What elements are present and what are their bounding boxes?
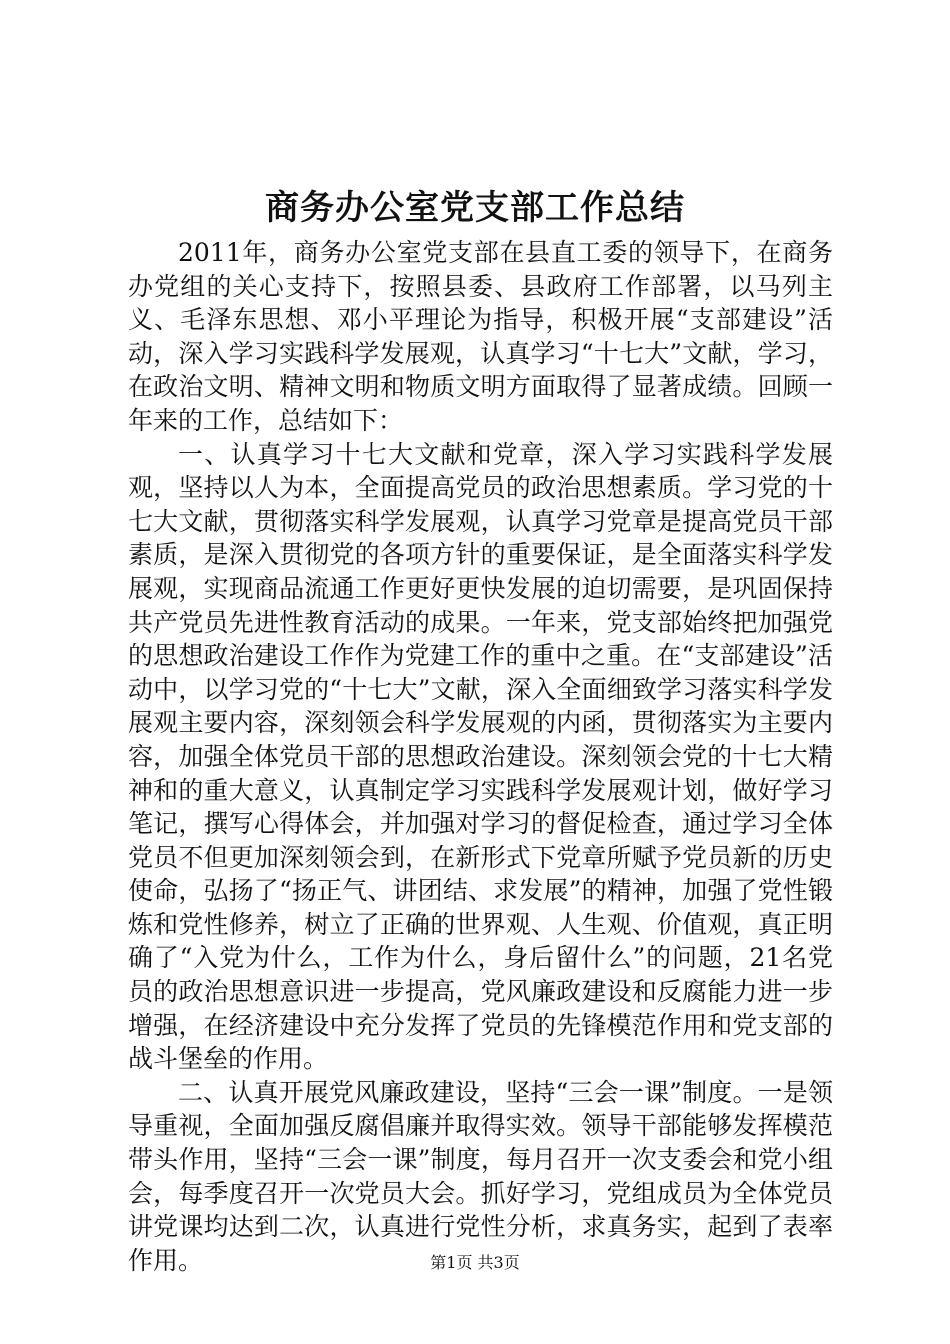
paragraph-section-two: 二、认真开展党风廉政建设，坚持“三会一课”制度。一是领导重视，全面加强反腐倡廉并取得实效。领导干部能够发挥模范带头作用，坚持“三会一课”制度，每月召开一次支委会和党小组会，每季度召开一次党员大会。抓好学习，党组成员为全体党员讲党课均达到二次，认真进行党性分析，求真务实，起到了表率作用。 — [128, 1077, 833, 1275]
paragraph-section-one: 一、认真学习十七大文献和党章，深入学习实践科学发展观，坚持以人为本，全面提高党员的政治思想素质。学习党的十七大文献，贯彻落实科学发展观，认真学习党章是提高党员干部素质，是深入贯彻党的各项方针的重要保证，是全面落实科学发展观，实现商品流通工作更好更快发展的迫切需要，是巩固保持共产党员先进性教育活动的成果。一年来，党支部始终把加强党的思想政治建设工作作为党建工作的重中之重。在“支部建设”活动中，以学习党的“十七大”文献，深入全面细致学习落实科学发展观主要内容，深刻领会科学发展观的内函，贯彻落实为主要内容，加强全体党员干部的思想政治建设。深刻领会党的十七大精神和的重大意义，认真制定学习实践科学发展观计划，做好学习笔记，撰写心得体会，并加强对学习的督促检查，通过学习全体党员不但更加深刻领会到，在新形式下党章所赋予党员新的历史使命，弘扬了“扬正气、讲团结、求发展”的精神，加强了党性锻炼和党性修养，树立了正确的世界观、人生观、价值观，真正明确了“入党为什么，工作为什么，身后留什么”的问题，21名党员的政治思想意识进一步提高，党风廉政建设和反腐能力进一步增强，在经济建设中充分发挥了党员的先锋模范作用和党支部的战斗堡垒的作用。 — [128, 439, 833, 1074]
page-footer: 第1页 共3页 — [430, 1253, 520, 1272]
document-title: 商务办公室党支部工作总结 — [265, 188, 685, 228]
document-body — [128, 236, 833, 1277]
paragraph-intro: 2011年，商务办公室党支部在县直工委的领导下，在商务办党组的关心支持下，按照县委、县政府工作部署，以马列主义、毛泽东思想、邓小平理论为指导，积极开展“支部建设”活动，深入学习实践科学发展观，认真学习“十七大”文献，学习，在政治文明、精神文明和物质文明方面取得了显著成绩。回顾一年来的工作，总结如下： — [128, 238, 833, 435]
